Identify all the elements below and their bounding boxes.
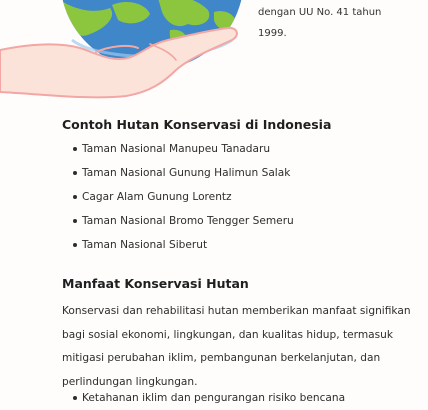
list-item: Cagar Alam Gunung Lorentz [0, 185, 294, 209]
section-title-manfaat: Manfaat Konservasi Hutan [62, 276, 249, 291]
paragraph-line: bagi sosial ekonomi, lingkungan, dan kualitas hidup, termasuk [62, 328, 394, 341]
list-item: Taman Nasional Manupeu Tanadaru [0, 137, 294, 161]
list-item: Taman Nasional Siberut [0, 233, 294, 257]
list-item: Ketahanan iklim dan pengurangan risiko bencana [0, 386, 345, 410]
list-item: Taman Nasional Gunung Halimun Salak [0, 161, 294, 185]
contoh-list [0, 137, 294, 257]
hero-illustration [0, 0, 428, 110]
intro-side-line: dengan UU No. 41 tahun [258, 7, 382, 18]
intro-side-line: 1999. [258, 28, 287, 39]
paragraph-line: mitigasi perubahan iklim, pembangunan berkelanjutan, dan [62, 352, 381, 364]
intro-side-text [258, 2, 418, 44]
manfaat-list [0, 386, 345, 410]
paragraph-line: Konservasi dan rehabilitasi hutan memberikan manfaat signifikan [62, 305, 411, 317]
section-title-contoh: Contoh Hutan Konservasi di Indonesia [62, 117, 332, 132]
paragraph-line: perlindungan lingkungan. [62, 375, 198, 388]
list-item: Taman Nasional Bromo Tengger Semeru [0, 209, 294, 233]
manfaat-paragraph [62, 300, 422, 394]
